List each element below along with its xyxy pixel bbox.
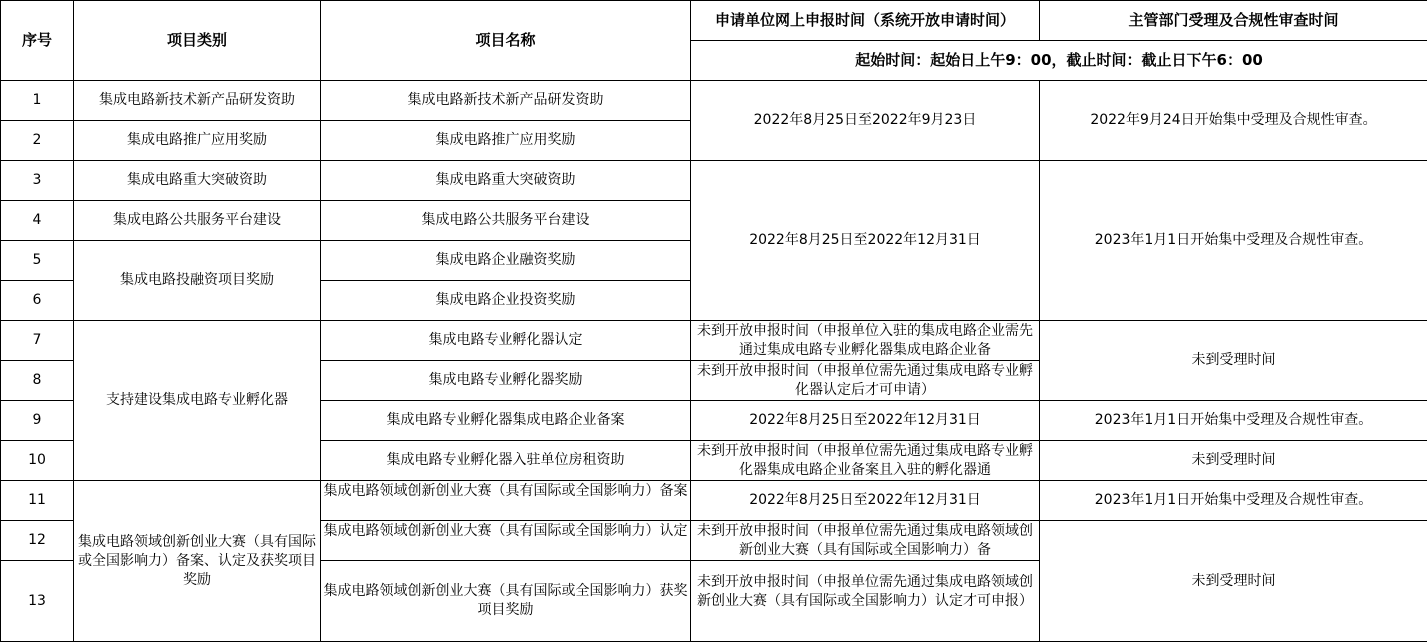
review-time-cell: 未到受理时间 xyxy=(1040,521,1427,642)
row-index: 2 xyxy=(1,121,74,161)
review-time-cell: 2023年1月1日开始集中受理及合规性审查。 xyxy=(1040,401,1427,441)
row-name: 集成电路专业孵化器奖励 xyxy=(321,361,691,401)
header-review-time: 主管部门受理及合规性审查时间 xyxy=(1040,1,1427,41)
row-index: 8 xyxy=(1,361,74,401)
row-name: 集成电路专业孵化器集成电路企业备案 xyxy=(321,401,691,441)
row-name: 集成电路重大突破资助 xyxy=(321,161,691,201)
online-time-cell: 2022年8月25日至2022年12月31日 xyxy=(691,401,1040,441)
row-name: 集成电路领域创新创业大赛（具有国际或全国影响力）获奖项目奖励 xyxy=(321,561,691,642)
online-time-cell xyxy=(691,521,1040,561)
row-index: 7 xyxy=(1,321,74,361)
row-index: 3 xyxy=(1,161,74,201)
row-name: 集成电路企业投资奖励 xyxy=(321,281,691,321)
header-category: 项目类别 xyxy=(74,1,321,81)
row-name: 集成电路公共服务平台建设 xyxy=(321,201,691,241)
row-name: 集成电路推广应用奖励 xyxy=(321,121,691,161)
row-name: 集成电路专业孵化器入驻单位房租资助 xyxy=(321,441,691,481)
row-category: 集成电路投融资项目奖励 xyxy=(74,241,321,321)
online-time-cell xyxy=(691,361,1040,401)
row-category: 支持建设集成电路专业孵化器 xyxy=(74,321,321,481)
table-row xyxy=(1,321,1427,361)
row-index: 13 xyxy=(1,561,74,642)
row-category: 集成电路新技术新产品研发资助 xyxy=(74,81,321,121)
row-name: 集成电路新技术新产品研发资助 xyxy=(321,81,691,121)
row-name: 集成电路专业孵化器认定 xyxy=(321,321,691,361)
header-online-time: 申请单位网上申报时间（系统开放申请时间） xyxy=(691,1,1040,41)
online-time-text: 未到开放申报时间（申报单位入驻的集成电路企业需先通过集成电路专业孵化器集成电路企业备 xyxy=(697,322,1033,358)
table-row xyxy=(1,161,1427,201)
header-row xyxy=(1,1,1427,41)
online-time-cell xyxy=(691,321,1040,361)
row-category: 集成电路领域创新创业大赛（具有国际或全国影响力）备案、认定及获奖项目奖励 xyxy=(74,481,321,642)
table-row xyxy=(1,481,1427,521)
row-name-text: 集成电路领域创新创业大赛（具有国际或全国影响力）认定 xyxy=(323,522,688,539)
header-name: 项目名称 xyxy=(321,1,691,81)
review-time-cell: 2023年1月1日开始集中受理及合规性审查。 xyxy=(1040,481,1427,521)
row-index: 6 xyxy=(1,281,74,321)
online-time-cell: 2022年8月25日至2022年9月23日 xyxy=(691,81,1040,161)
review-time-cell: 未到受理时间 xyxy=(1040,441,1427,481)
row-category: 集成电路公共服务平台建设 xyxy=(74,201,321,241)
row-name xyxy=(321,521,691,561)
row-index: 5 xyxy=(1,241,74,281)
row-index: 9 xyxy=(1,401,74,441)
online-time-text: 未到开放申报时间（申报单位需先通过集成电路专业孵化器认定后才可申请） xyxy=(697,362,1033,398)
row-name: 集成电路企业融资奖励 xyxy=(321,241,691,281)
row-name-text: 集成电路领域创新创业大赛（具有国际或全国影响力）备案 xyxy=(323,482,688,499)
review-time-cell: 2022年9月24日开始集中受理及合规性审查。 xyxy=(1040,81,1427,161)
row-index: 4 xyxy=(1,201,74,241)
row-index: 10 xyxy=(1,441,74,481)
online-time-text: 未到开放申报时间（申报单位需先通过集成电路领域创新创业大赛（具有国际或全国影响力）认定才可申报） xyxy=(697,573,1033,609)
row-category: 集成电路推广应用奖励 xyxy=(74,121,321,161)
online-time-text: 未到开放申报时间（申报单位需先通过集成电路专业孵化器集成电路企业备案且入驻的孵化器通 xyxy=(697,442,1033,478)
row-index: 11 xyxy=(1,481,74,521)
row-index: 1 xyxy=(1,81,74,121)
online-time-cell: 2022年8月25日至2022年12月31日 xyxy=(691,481,1040,521)
online-time-cell xyxy=(691,441,1040,481)
row-name xyxy=(321,481,691,521)
header-index: 序号 xyxy=(1,1,74,81)
row-category: 集成电路重大突破资助 xyxy=(74,161,321,201)
row-index: 12 xyxy=(1,521,74,561)
online-time-cell: 2022年8月25日至2022年12月31日 xyxy=(691,161,1040,321)
table-row xyxy=(1,81,1427,121)
review-time-cell: 2023年1月1日开始集中受理及合规性审查。 xyxy=(1040,161,1427,321)
online-time-text: 未到开放申报时间（申报单位需先通过集成电路领域创新创业大赛（具有国际或全国影响力）备 xyxy=(697,522,1033,558)
header-time-note: 起始时间：起始日上午9：00，截止时间：截止日下午6：00 xyxy=(691,41,1427,81)
online-time-cell xyxy=(691,561,1040,642)
review-time-cell: 未到受理时间 xyxy=(1040,321,1427,401)
